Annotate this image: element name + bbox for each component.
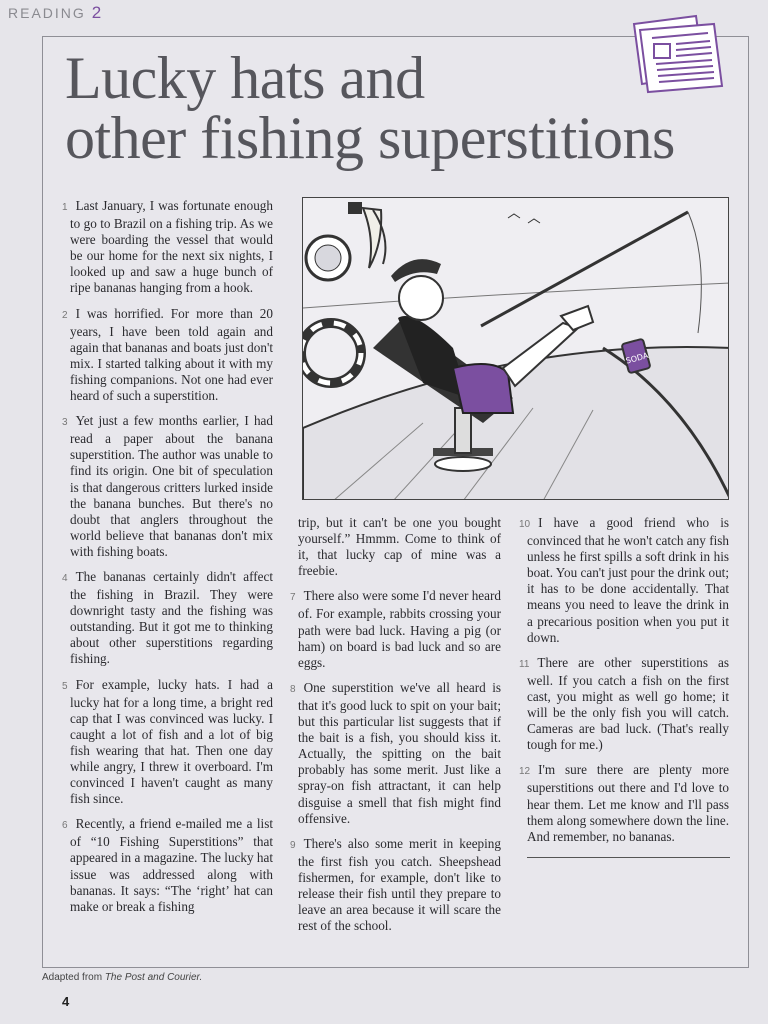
paragraph	[62, 305, 273, 405]
paragraph-text: For example, lucky hats. I had a lucky hat for a long time, a bright red cap that I was convinced was lucky. I caught a lot of fish and a lot of big fish wearing that hat. Then one day while angry, I threw it overboard. I'm convinced I haven't caught as many fish since.	[70, 676, 273, 807]
fishing-cartoon-illustration	[302, 197, 729, 500]
column-1	[62, 198, 273, 924]
cartoon-drawing	[303, 198, 729, 500]
soda-can-label: SODA	[624, 350, 650, 366]
paragraph-text: The bananas certainly didn't affect the fishing in Brazil. They were downright tasty and the fishing was outstanding. But it got me to thinking about other superstitions regarding fishing.	[70, 568, 273, 667]
paragraph-number: 3	[62, 417, 68, 429]
paragraph-number: 9	[290, 839, 296, 851]
paragraph-text: Recently, a friend e-mailed me a list of “10 Fishing Superstitions” that appeared in a magazine. The lucky hat issue was addressed along with bananas. It says: “The ‘right’ hat can make or break a fishing	[70, 816, 273, 914]
article-title	[65, 45, 675, 171]
paragraph-number: 4	[62, 572, 68, 584]
paragraph-number: 5	[62, 680, 68, 692]
paragraph-text: There are other superstitions as well. If you catch a fish on the first cast, you might as well go home; it will be the only fish you will catch. Cameras are bad luck. (That's really tough for me.)	[527, 654, 729, 753]
end-rule-divider	[527, 857, 730, 858]
section-label	[8, 3, 103, 23]
paragraph-text: Yet just a few months earlier, I had read a paper about the banana superstition. The author was unable to find its origin. One bit of speculation is that dangerous critters lurked inside the banana bunches. But there's no doubt that anglers throughout the world believe that bananas don't mix with fishing boats.	[70, 413, 273, 559]
column-2	[290, 515, 501, 943]
paragraph-number: 8	[290, 683, 296, 695]
paragraph-number: 11	[519, 658, 530, 670]
paragraph-number: 6	[62, 820, 68, 832]
paragraph	[290, 835, 501, 935]
title-line-1: Lucky hats and	[65, 45, 425, 111]
paragraph	[519, 762, 729, 844]
paragraph-text: There's also some merit in keeping the first fish you catch. Sheepshead fishermen, for example, don't like to release their fish until they prepare to leave an area because it will scare the rest of the school.	[298, 835, 501, 934]
paragraph-text: I was horrified. For more than 20 years, I have been told again and again that bananas and boats just don't mix. I started talking about it with my fishing companions. Not one had ever heard of such a superstition.	[70, 305, 273, 404]
paragraph	[290, 588, 501, 670]
column-3	[519, 515, 730, 854]
page-number: 4	[62, 994, 70, 1009]
credit-prefix: Adapted from	[42, 972, 105, 983]
paragraph-text: trip, but it can't be one you bought yourself.” Hmmm. Come to think of it, that lucky cap of mine was a freebie.	[298, 515, 501, 579]
paragraph	[62, 413, 273, 560]
paragraph-number: 2	[62, 309, 68, 321]
paragraph	[519, 515, 730, 646]
paragraph-text: I have a good friend who is convinced that he won't catch any fish unless he first spills a soft drink in his boat. You can't just pour the drink out; it has to be done accidentally. That means you need to leave the drink in a precarious position when you put it down.	[527, 515, 730, 645]
title-line-2: other fishing superstitions	[65, 105, 675, 171]
paragraph-text: I'm sure there are plenty more superstitions out there and I'd love to hear them. Let me know and I'll pass them along somewhere down the line. And remember, no bananas.	[527, 762, 729, 844]
paragraph-text: One superstition we've all heard is that it's good luck to spit on your bait; but this particular list suggests that if the bait is a fish, you should kiss it. Actually, the spitting on the bait probably has some merit. Just like a spray-on fish attractant, it can help disguise a smell that fish might find offensive.	[298, 679, 501, 826]
section-number: 2	[91, 3, 104, 22]
paragraph	[290, 679, 501, 827]
paragraph-text: Last January, I was fortunate enough to go to Brazil on a fishing trip. As we were boarding the vessel that would be our home for the next six nights, I looked up and saw a huge bunch of ripe bananas hanging from a hook.	[70, 198, 273, 296]
paragraph-number: 10	[519, 519, 531, 530]
paragraph	[62, 676, 273, 808]
paragraph-number: 12	[519, 766, 531, 778]
credit-source: The Post and Courier.	[104, 972, 203, 983]
paragraph-number: 7	[290, 592, 296, 604]
source-credit	[42, 972, 202, 983]
paragraph	[62, 816, 273, 915]
paragraph	[298, 515, 501, 579]
paragraph-text: There also were some I'd never heard of. For example, rabbits crossing your path were bad luck. Having a pig (or ham) on board is bad luck and so are eggs.	[298, 588, 501, 670]
paragraph-number: 1	[62, 202, 68, 213]
section-label-text: READING	[8, 5, 86, 21]
paragraph	[519, 654, 729, 754]
paragraph	[62, 198, 273, 297]
paragraph	[62, 568, 273, 668]
